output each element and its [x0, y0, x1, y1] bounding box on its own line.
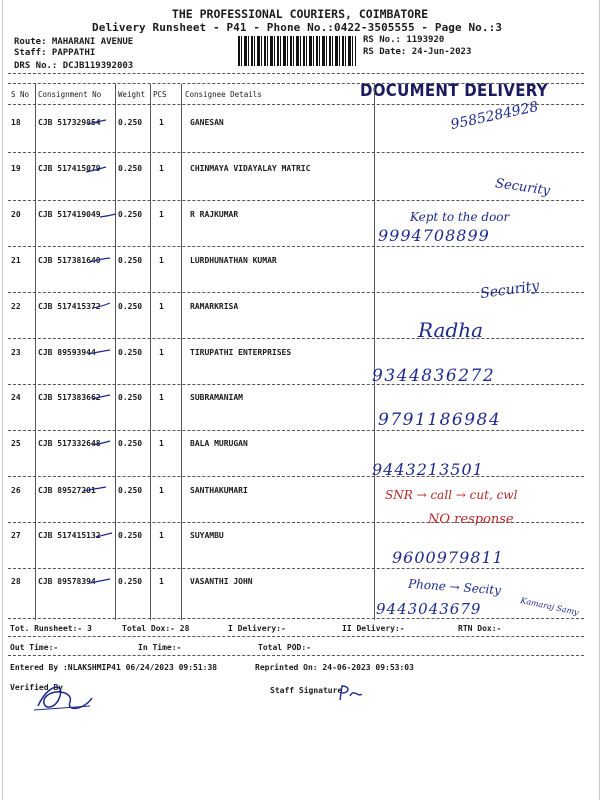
- row-sno: 20: [11, 210, 21, 219]
- row-consignment: CJB 89578394: [38, 577, 96, 586]
- handwritten-note: 9791186984: [378, 410, 502, 430]
- handwritten-note: Phone → Secity: [407, 576, 502, 598]
- row-sno: 26: [11, 486, 21, 495]
- row-pcs: 1: [159, 210, 164, 219]
- handwritten-note: 9585284928: [449, 98, 540, 134]
- handwritten-note: 9994708899: [378, 226, 490, 245]
- row-weight: 0.250: [118, 577, 143, 586]
- col-header-consignee: Consignee Details: [185, 90, 262, 99]
- ii-delivery: II Delivery:-: [342, 624, 405, 633]
- route-label: Route: MAHARANI AVENUE: [14, 37, 134, 47]
- row-consignment: CJB 517415372: [38, 302, 101, 311]
- row-consignment: CJB 89593944: [38, 348, 96, 357]
- in-time: In Time:-: [138, 643, 182, 652]
- row-consignee: CHINMAYA VIDAYALAY MATRIC: [190, 164, 311, 173]
- i-delivery: I Delivery:-: [228, 624, 286, 633]
- row-consignment: CJB 517415132: [38, 531, 101, 540]
- row-sno: 18: [11, 118, 21, 127]
- row-sno: 28: [11, 577, 21, 586]
- rs-number: RS No.: 1193920: [363, 35, 445, 45]
- row-consignee: SUYAMBU: [190, 531, 224, 540]
- row-consignment: CJB 517415079: [38, 164, 101, 173]
- handwritten-note: 9443213501: [372, 460, 484, 479]
- row-consignee: R RAJKUMAR: [190, 210, 239, 219]
- row-weight: 0.250: [118, 210, 143, 219]
- handwritten-note: NO response: [428, 512, 514, 527]
- row-weight: 0.250: [118, 348, 143, 357]
- row-weight: 0.250: [118, 118, 143, 127]
- row-weight: 0.250: [118, 439, 143, 448]
- handwritten-note: Radha: [418, 318, 484, 342]
- row-consignment: CJB 517381640: [38, 256, 101, 265]
- runsheet-subtitle: Delivery Runsheet - P41 - Phone No.:0422-3505555 - Page No.:3: [92, 21, 503, 34]
- handwritten-note: Kamaraj Samy: [519, 595, 580, 618]
- row-sno: 24: [11, 393, 21, 402]
- row-weight: 0.250: [118, 486, 143, 495]
- row-pcs: 1: [159, 393, 164, 402]
- row-weight: 0.250: [118, 531, 143, 540]
- handwritten-note: 9443043679: [376, 600, 482, 618]
- row-consignment: CJB 517383662: [38, 393, 101, 402]
- row-weight: 0.250: [118, 302, 143, 311]
- handwritten-note: Security: [494, 176, 551, 199]
- handwritten-note: 9344836272: [372, 366, 496, 386]
- total-dox: Total Dox:- 28: [122, 624, 190, 633]
- row-consignee: RAMARKRISA: [190, 302, 239, 311]
- row-sno: 25: [11, 439, 21, 448]
- row-consignee: TIRUPATHI ENTERPRISES: [190, 348, 292, 357]
- row-pcs: 1: [159, 118, 164, 127]
- row-pcs: 1: [159, 439, 164, 448]
- row-pcs: 1: [159, 256, 164, 265]
- row-consignee: GANESAN: [190, 118, 224, 127]
- row-sno: 19: [11, 164, 21, 173]
- row-pcs: 1: [159, 577, 164, 586]
- staff-label: Staff: PAPPATHI: [14, 48, 96, 58]
- rtn-dox: RTN Dox:-: [458, 624, 502, 633]
- row-weight: 0.250: [118, 164, 143, 173]
- verified-by: Verified By: [10, 683, 63, 692]
- row-consignment: CJB 517332648: [38, 439, 101, 448]
- row-weight: 0.250: [118, 393, 143, 402]
- rs-date: RS Date: 24-Jun-2023: [363, 47, 472, 57]
- row-consignee: BALA MURUGAN: [190, 439, 248, 448]
- col-header-pcs: PCS: [153, 90, 167, 99]
- col-header-consignment: Consignment No: [38, 90, 102, 99]
- divider: [8, 636, 584, 637]
- row-consignment: CJB 517419049: [38, 210, 101, 219]
- row-pcs: 1: [159, 164, 164, 173]
- staff-signature-label: Staff Signature: [270, 686, 343, 695]
- handwritten-note: SNR → call → cut, cwl: [385, 488, 518, 502]
- row-consignee: SUBRAMANIAM: [190, 393, 243, 402]
- row-consignment: CJB 89527201: [38, 486, 96, 495]
- handwritten-note: Kept to the door: [410, 210, 510, 224]
- row-consignee: SANTHAKUMARI: [190, 486, 248, 495]
- divider: [8, 655, 584, 656]
- row-consignment: CJB 517329854: [38, 118, 101, 127]
- col-header-weight: Weight: [118, 90, 146, 99]
- row-sno: 27: [11, 531, 21, 540]
- out-time: Out Time:-: [10, 643, 59, 652]
- handwritten-note: Security: [479, 277, 541, 303]
- handwritten-note: 9600979811: [392, 548, 504, 567]
- reprinted-on: Reprinted On: 24-06-2023 09:53:03: [255, 663, 414, 672]
- drs-number: DRS No.: DCJB119392003: [14, 61, 134, 71]
- staff-signature: [336, 684, 366, 704]
- row-pcs: 1: [159, 302, 164, 311]
- row-pcs: 1: [159, 486, 164, 495]
- row-consignee: LURDHUNATHAN KUMAR: [190, 256, 277, 265]
- tot-runsheet: Tot. Runsheet:- 3: [10, 624, 92, 633]
- company-title: THE PROFESSIONAL COURIERS, COIMBATORE: [171, 7, 429, 21]
- row-pcs: 1: [159, 531, 164, 540]
- row-weight: 0.250: [118, 256, 143, 265]
- entered-by: Entered By :NLAKSHMIP41 06/24/2023 09:51:38: [10, 663, 218, 672]
- row-sno: 21: [11, 256, 21, 265]
- row-sno: 22: [11, 302, 21, 311]
- total-pod: Total POD:-: [258, 643, 311, 652]
- row-sno: 23: [11, 348, 21, 357]
- row-pcs: 1: [159, 348, 164, 357]
- document-delivery-stamp: DOCUMENT DELIVERY: [360, 79, 548, 101]
- verifier-signature: [30, 680, 100, 716]
- row-consignee: VASANTHI JOHN: [190, 577, 253, 586]
- col-header-sno: S No: [11, 90, 30, 99]
